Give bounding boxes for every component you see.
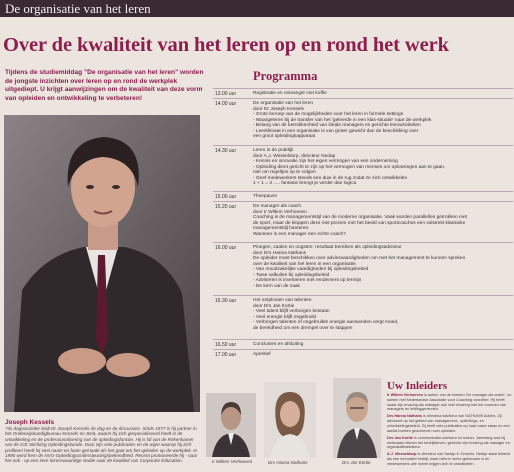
schedule-line: de bereidheid om een drempel over te stappen bbox=[253, 325, 353, 331]
schedule-line: door A.J. Wesseldorp, directeur Nedap bbox=[253, 153, 336, 159]
schedule-line: - Veel energie blijft ongebruikt bbox=[253, 314, 317, 320]
schedule-time: 15.20 uur bbox=[215, 204, 237, 210]
schedule-line: Wanneer is een manager een echte coach? bbox=[253, 231, 346, 237]
portrait-nathans bbox=[264, 382, 316, 458]
schedule-line: Theepauze bbox=[253, 194, 278, 199]
schedule-line: een groot opleidingsapparaat bbox=[253, 134, 316, 139]
inleider-bio: is communicatie-adviseur en trainer. Jarenlang was hij werkzaam binnen het bedrijfsleven, gebruikt zijn ervaring als manager en organisatieadviseur. bbox=[387, 435, 510, 450]
schedule-line: door Drs Jan Kortie bbox=[253, 303, 295, 309]
schedule-line: - Leerklimaat in een organisatie is van groter gewicht dan de beschikking over bbox=[253, 128, 419, 134]
schedule-row bbox=[213, 295, 513, 338]
schedule-line: De manager als coach bbox=[253, 204, 301, 209]
schedule-line: - De kern van de zaak bbox=[253, 283, 300, 289]
schedule-line: De organisatie van het leren bbox=[253, 101, 313, 106]
schedule-line: - Van moodzakelijke vaardigheden bij opleidingsbeleid bbox=[253, 267, 369, 272]
schedule-line: Conclusies en afsluiting bbox=[253, 342, 304, 347]
schedule-row bbox=[213, 242, 513, 295]
schedule-time: 14.30 uur bbox=[215, 148, 237, 154]
inleiders-text bbox=[387, 393, 512, 469]
schedule-line: de sport, maar de kloppen deze niet precies met het beeld van sportcoaches een volstrekt klassieke bbox=[253, 220, 466, 226]
schedule-line: over de kwaliteit van het leren in een organisatie. bbox=[253, 261, 357, 267]
schedule-line: door Dr Joseph Kessels bbox=[253, 106, 304, 112]
inleider-name: Ir Willem Verhoeven bbox=[387, 393, 424, 397]
inleider-name: Drs Jan Kortie bbox=[387, 435, 413, 440]
schedule-row bbox=[213, 98, 513, 145]
schedule-row bbox=[213, 349, 513, 360]
top-title-bar bbox=[0, 0, 514, 17]
schedule-line: - Opleiding dient gericht te zijn op het vermogen van mensen om oplossingen aan te gaan, bbox=[253, 164, 446, 170]
portrait-verhoeven bbox=[206, 393, 256, 457]
schedule-row bbox=[213, 201, 513, 242]
schedule-line: - Twee valkuilen bij opleidingsbeleid bbox=[253, 272, 330, 278]
schedule-line: Registratie en ontvangst met koffie bbox=[253, 91, 327, 96]
inleiders-title: Uw Inleiders bbox=[387, 380, 448, 392]
schedule-time: 16.50 uur bbox=[215, 342, 237, 348]
speaker-photo bbox=[4, 115, 200, 412]
inleider-name: Drs Hanna Nathans bbox=[387, 414, 423, 419]
schedule-time: 17.00 uur bbox=[215, 352, 237, 358]
speaker-bio: 'Als dagvoorzitter leidt Dr Joseph Kessels de dag en de discussies. Sinds 1977 is hij partner in het Onderwijskundigbureau Kessels en Smit, waarin hij zich gespecialiseerd heeft in de ontwikkeling en de professionalisering van de opleidingsfunctie. Hij is lid van de Rekenkamer van de ICE Stichting Opleidingskunde. Door zijn vele publicaties en de wijze waarop hij zich profileert heeft hij veel naam en faam gemaakt als het gaat om het opleiden op de werkplek. In 1990 werd hem de NVO-Opleidingsondersteuningsbekendheid. Recent promoveerde hij - naar het ook - op een zeer lezenswaardige studie naar de kwaliteit van Corporate Education. bbox=[5, 426, 198, 464]
schedule-line: - Kennis en innovatie zijn het eigen vermogen van een onderneming bbox=[253, 159, 398, 164]
schedule-time: 14.00 uur bbox=[215, 101, 237, 107]
schedule-line: Aperitief bbox=[253, 352, 271, 357]
schedule-time: 16.00 uur bbox=[215, 245, 237, 251]
inleider-bio: is auteur van de boeken 'De manager als coach', en samen met Nederlandse Associatie voor Coaching voorzitter. Hij heeft naast zijn ervaring als manager ook veel ervaring met het coachen van managers en leidinggevenden. bbox=[387, 393, 512, 412]
schedule-line: - Waargeleren bij de transfer van het 'geleerde in een klas-situatie' naar de werkplek bbox=[253, 117, 432, 123]
schedule-line: - Veel talent blijft verborgen bestaan bbox=[253, 309, 330, 314]
portrait-kortie bbox=[333, 378, 381, 458]
inleider-bio: is directeur van Nedap in Groenlo. Nedap staat bekend als een innovatief bedrijf, waar niets in steen gehouwen is en medewerkers alle ruimte krijgen zich te ontwikkelen. bbox=[387, 452, 511, 466]
schedule-line: Het ontplooien van talenten bbox=[253, 298, 312, 303]
schedule-line: - Grote beroep van de mogelijkheden voor het leren in formele settings bbox=[253, 112, 404, 117]
schedule-line: Coaching is de managementstijl van de moderne organisatie. Vaak worden parallellen getrokken met bbox=[253, 215, 468, 220]
schedule-time: 15.00 uur bbox=[215, 194, 237, 200]
schedule-line: 1 + 1 = 3 ..... fantasie brengt je verder dan logica bbox=[253, 181, 357, 186]
schedule-line: Ploegen, zaalen en oogsten: resultaat bereiken als opleidingsadviseur bbox=[253, 245, 402, 250]
schedule-line: - Verborgen talenten of ongebruikte energie aanwenden vergt moed, bbox=[253, 320, 399, 325]
inleider-paragraph bbox=[387, 414, 512, 433]
portrait-caption: Drs Jan Kortie bbox=[342, 460, 371, 465]
inleider-paragraph bbox=[387, 452, 512, 466]
schedule-line: Leren in de praktijk bbox=[253, 148, 294, 153]
schedule-line: managementstijl hanteren. bbox=[253, 226, 310, 231]
inleider-paragraph bbox=[387, 393, 512, 412]
schedule-time: 16.30 uur bbox=[215, 298, 237, 304]
schedule-line: - Geef medewerkers steeds een duw in de rug zodat ze zich ontwikkelen bbox=[253, 175, 408, 181]
main-headline: Over de kwaliteit van het leren op en rond het werk bbox=[3, 34, 449, 56]
portrait-caption: Drs Hanna Nathans bbox=[268, 460, 308, 465]
portrait-caption: Ir Willem Verhoeven bbox=[212, 459, 253, 464]
schedule-line: door Drs Hanna Nathans bbox=[253, 250, 307, 256]
page-title: De organisatie van het leren bbox=[5, 1, 151, 16]
schedule-line: door Ir Willem Verhoeven bbox=[253, 209, 307, 215]
schedule-time: 13.00 uur bbox=[215, 91, 237, 97]
speaker-name: Joseph Kessels bbox=[5, 419, 55, 426]
inleider-paragraph bbox=[387, 436, 512, 450]
intro-text: Tijdens de studiemiddag "De organisatie van het leren" worden de jongste inzichten over leren op en rond de werkplek uitgediept. U krijgt aanwijzingen om de kwaliteit van deze vorm van opleiden en ontwikkeling te verbeteren! bbox=[5, 69, 204, 102]
programma-title: Programma bbox=[253, 69, 318, 83]
schedule-line: niet om regeltjes op te volgen bbox=[253, 170, 316, 175]
inleider-name: A.J. Wesseldorp bbox=[387, 452, 417, 457]
inleider-bio: is directeur/adviseur van NATHANS Advies. Zij adviseert op het gebied van management-, opleidings- en ontwikkelingsbeleid. Zij heeft vele publicaties op haar naam staan en een aantal boeken geschreven over opleiden. bbox=[387, 414, 510, 433]
schedule-line: - Belang van de betrokkenheid van lokale managers en gerichte leeractiviteiten bbox=[253, 123, 421, 128]
schedule-line: - Adviseren is investeren met rendement op termijn bbox=[253, 278, 362, 283]
schedule-line: De opleider moet beschikken over adviesvaardigheden om met het management te kunnen spreken bbox=[253, 256, 466, 261]
schedule-row bbox=[213, 145, 513, 192]
